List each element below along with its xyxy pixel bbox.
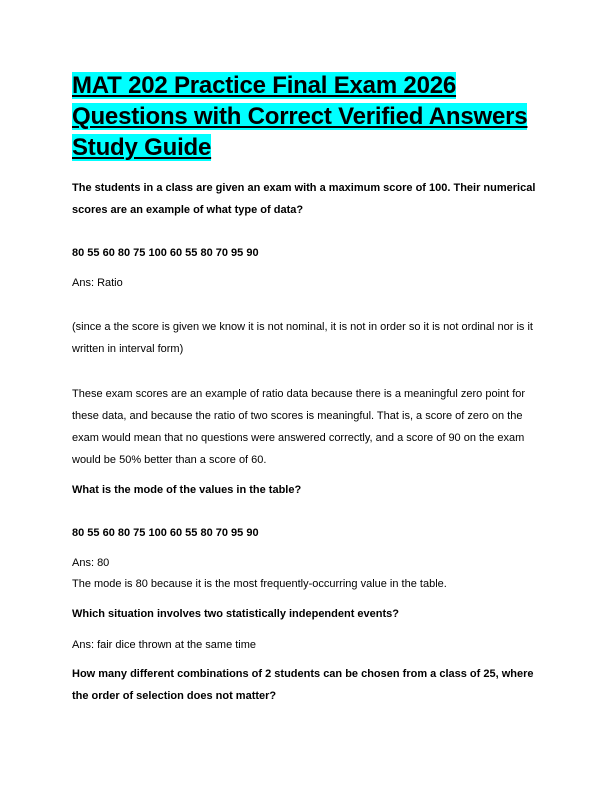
explanation-ratio: These exam scores are an example of ratio data because there is a meaningful zero point for these data, and because the ratio of two scores is meaningful. That is, a score of zero on the exam would mean that no questions were answered correctly, and a score of 90 on the exam would be 50% better than a score of 60. <box>72 388 526 466</box>
answer-mode: Ans: 80 <box>72 557 110 569</box>
document-title: MAT 202 Practice Final Exam 2026 Questions with Correct Verified Answers Study Guide <box>72 72 528 161</box>
question-mode: What is the mode of the values in the table? <box>72 484 302 496</box>
score-list-2: 80 55 60 80 75 100 60 55 80 70 95 90 <box>72 527 259 539</box>
score-list: 80 55 60 80 75 100 60 55 80 70 95 90 <box>72 247 259 259</box>
answer-ratio: Ans: Ratio <box>72 277 123 289</box>
answer-independent: Ans: fair dice thrown at the same time <box>72 639 257 651</box>
question-combinations: How many different combinations of 2 students can be chosen from a class of 25, where the order of selection does not matter? <box>72 668 534 702</box>
question-independent: Which situation involves two statistically independent events? <box>72 608 400 620</box>
question-data-type: The students in a class are given an exam with a maximum score of 100. Their numerical scores are an example of what type of data? <box>72 182 536 216</box>
explanation-note: (since a the score is given we know it is not nominal, it is not in order so it is not ordinal nor is it written in interval form) <box>72 321 533 355</box>
explanation-mode: The mode is 80 because it is the most frequently-occurring value in the table. <box>72 578 447 590</box>
